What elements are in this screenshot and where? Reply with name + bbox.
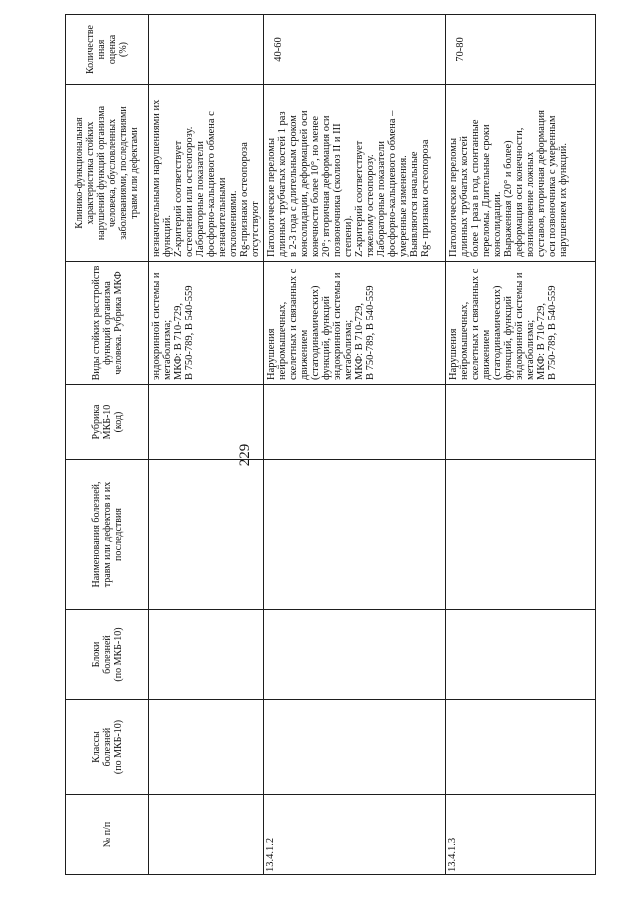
header-cell-disease-blocks: [66, 609, 149, 699]
header-disease-names-text: Наименования болезней, травм или дефектов и их последствия: [90, 481, 124, 588]
clinical-characteristics-text: Патологические переломы длинных трубчатых костей более 1 раза в год, спонтанные переломы. Длительные сроки консолидации. Выраженная (20° и более) деформация оси конечности, возникновение ложных суставов, вторичная деформация оси позвоночника с умеренным нарушением их функций.: [448, 109, 569, 257]
cell-disease-name: [264, 459, 446, 609]
cell-clinical-characteristics: [149, 84, 264, 261]
header-disease-classes-text: Классы болезней (по МКБ-10): [90, 719, 124, 775]
quantitative-score-text: 40-60: [273, 37, 284, 62]
cell-number: [264, 794, 446, 874]
header-cell-quantitative-score: [66, 14, 149, 84]
disorder-types-text: эндокринной системы и метаболизма; МКФ: В 710-729, В 750-789, В 540-559: [151, 272, 195, 380]
header-icd-rubric-text: Рубрика МКБ-10 (код): [90, 404, 124, 440]
row-number-text: 13.4.1.3: [447, 837, 458, 872]
cell-icd-rubric: [264, 384, 446, 459]
disability-criteria-table: [65, 14, 596, 875]
header-clinical-characteristics-text: Клинико-функциональная характеристика стойких нарушений функций организма человека, обусловленных заболеваниями, последствиями травм или дефектами: [74, 105, 140, 241]
header-disorder-types-text: Виды стойких расстройств функций организма человека. Рубрика МКФ: [90, 265, 124, 381]
clinical-characteristics-text: Патологические переломы длинных трубчатых костей 1 раз в 2-3 года с длительным сроком консолидации, деформацией оси конечности более 10°, но менее 20°; вторичная деформация оси позвоночника (сколиоз II и III степени). Z-критерий соответствует тяжелому остеопорозу. Лабораторные показатели фосфорно-кальциевого обмена – умеренные изменения. Выявляются начальные Rg- признаки остеопороза: [266, 110, 431, 257]
cell-disorder-types: [149, 261, 264, 384]
header-cell-icd-rubric: [66, 384, 149, 459]
cell-disease-name: [149, 459, 264, 609]
disorder-types-text: Нарушения нейромышечных, скелетных и связанных с движением (статодинамических) функций, функций эндокринной системы и метаболизма; МКФ: В 710-729, В 750-789, В 540-559: [266, 268, 376, 380]
header-disease-blocks-text: Блоки болезней (по МКБ-10): [90, 627, 124, 682]
rotated-table-sheet: [65, 14, 596, 875]
cell-disease-block: [446, 609, 596, 699]
header-cell-clinical-characteristics: [66, 84, 149, 261]
cell-disease-block: [149, 609, 264, 699]
cell-disorder-types: [264, 261, 446, 384]
cell-quantitative-score: [149, 14, 264, 84]
cell-number: [149, 794, 264, 874]
cell-clinical-characteristics: [446, 84, 596, 261]
clinical-characteristics-text: незначительными нарушениями их функций. Z-критерий соответствует остеопении или остеопорозу. Лабораторные показатели фосфорно-кальциевого обмена с незначительными отклонениями. Rg-признаки остеопороза отсутствуют: [151, 99, 261, 257]
cell-disease-block: [264, 609, 446, 699]
header-cell-disease-names: [66, 459, 149, 609]
cell-quantitative-score: [264, 14, 446, 84]
cell-icd-rubric: [446, 384, 596, 459]
header-cell-disease-classes: [66, 699, 149, 794]
quantitative-score-text: 70-80: [455, 37, 466, 62]
page-number: 229: [237, 443, 253, 467]
cell-disorder-types: [446, 261, 596, 384]
disorder-types-text: Нарушения нейромышечных, скелетных и связанных с движением (статодинамических) функций, функций эндокринной системы и метаболизма; МКФ: В 710-729, В 750-789, В 540-559: [448, 268, 558, 380]
cell-quantitative-score: [446, 14, 596, 84]
cell-disease-name: [446, 459, 596, 609]
cell-icd-rubric: [149, 384, 264, 459]
cell-clinical-characteristics: [264, 84, 446, 261]
header-cell-disorder-types: [66, 261, 149, 384]
cell-number: [446, 794, 596, 874]
header-number-text: № п/п: [101, 821, 113, 848]
cell-disease-class: [149, 699, 264, 794]
row-number-text: 13.4.1.2: [265, 837, 276, 872]
header-quantitative-score-text: Количестве нная оценка (%): [85, 25, 129, 75]
cell-disease-class: [446, 699, 596, 794]
cell-disease-class: [264, 699, 446, 794]
header-cell-number: [66, 794, 149, 874]
